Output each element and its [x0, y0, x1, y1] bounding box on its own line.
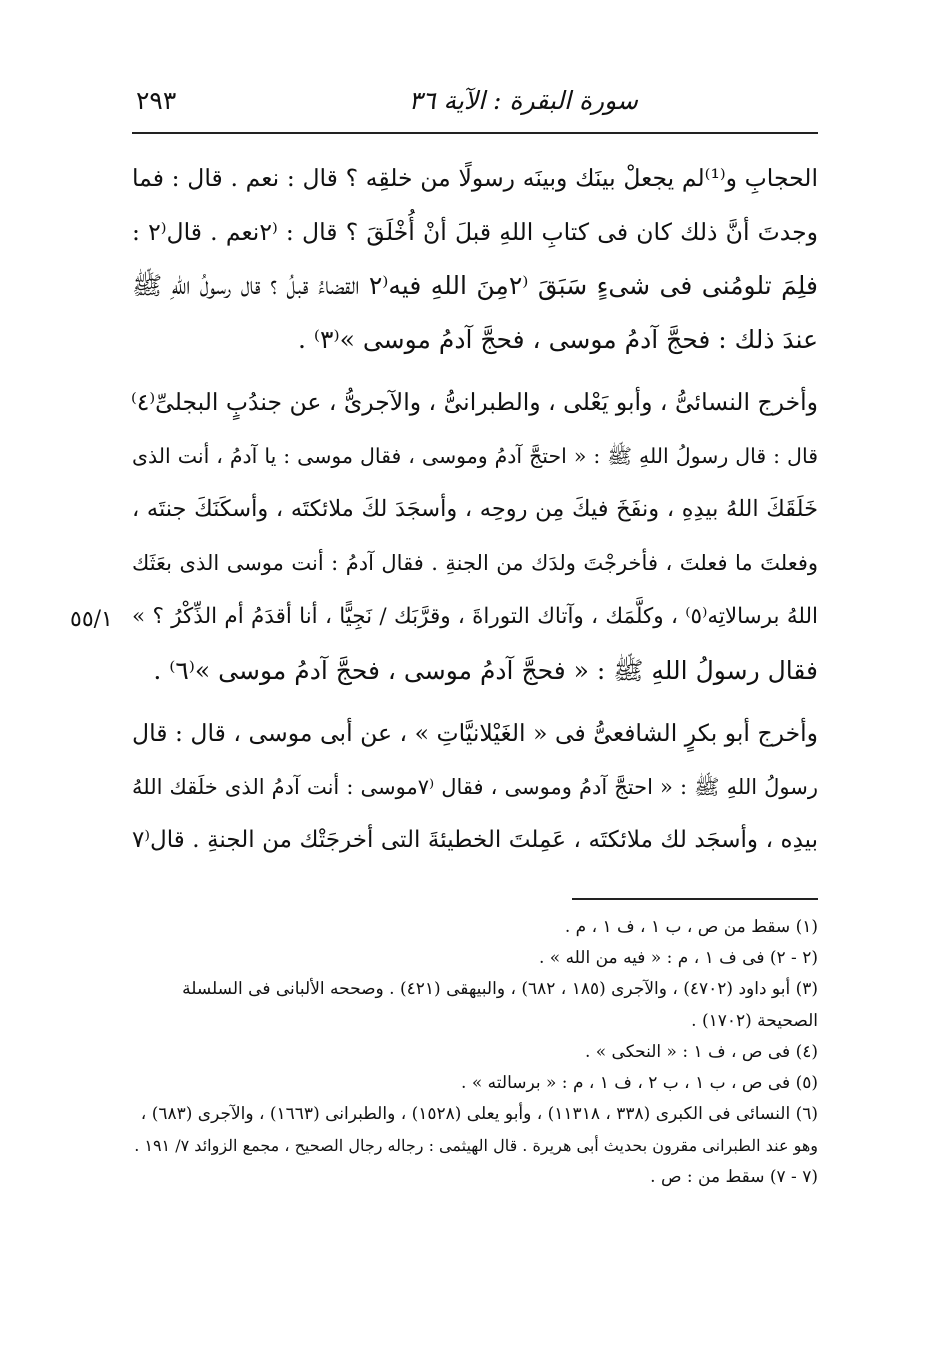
text-line: فقال رسولُ اللهِ ﷺ : « فحجَّ آدمُ موسى ، فحجَّ آدمُ موسى »⁽٦⁾ .	[153, 655, 818, 685]
paragraph-1	[132, 152, 818, 366]
header-rule	[132, 132, 818, 134]
footnote-rule	[572, 898, 818, 900]
footnote-line: وهو عند الطبرانى مقرون بحديث أبى هريرة . قال الهيثمى : رجاله رجال الصحيح ، مجمع الزوائد ٧/ ١٩١ .	[134, 1136, 818, 1156]
text-line: وفعلتَ ما فعلتَ ، فأخرجْتَ ولدَك من الجنةِ . فقال آدمُ : أنت موسى الذى بعَثَك	[132, 550, 818, 575]
text-line: رسولُ اللهِ ﷺ : « احتجَّ آدمُ وموسى ، فقال ⁽٧موسى : أنت آدمُ الذى خلَقك اللهُ	[132, 774, 818, 799]
main-text	[132, 152, 818, 878]
margin-note: ٥٥/١	[70, 607, 113, 632]
text-line: اللهُ برسالاتِه⁽٥⁾ ، وكلَّمَك ، وآتاك التوراةَ ، وقرَّبَك / نَجِيًّا ، أنا أقدَمُ أم الذِّكْرُ ؟ »	[132, 604, 819, 629]
text-line: وأخرج النسائىُّ ، وأبو يَعْلى ، والطبرانىُّ ، والآجرىُّ ، عن جندُبٍ البجلىِّ⁽٤⁾	[130, 388, 818, 416]
running-title: سورة البقرة : الآية ٣٦	[408, 86, 638, 115]
paragraph-3	[132, 707, 818, 868]
footnote-line: (٤) فى ص ، ف ١ : « النحكى » .	[584, 1041, 818, 1062]
text-line: وجدتَ أنَّ ذلك كان فى كتابِ اللهِ قبلَ أنْ أُخْلَقَ ؟ قال : ⁽٢نعم . قال⁽٢ :	[132, 217, 818, 246]
footnote-line: (٦) النسائى فى الكبرى (٣٣٨ ، ١١٣١٨) ، وأبو يعلى (١٥٢٨) ، والطبرانى (١٦٦٣) ، والآجرى (٦٨٣) ،	[140, 1104, 818, 1125]
text-line: فلِمَ تلومُنى فى شىءٍ سَبَقَ ⁽٢مِنَ اللهِ فيه⁽٢ القضاءُ قبلُ ؟ قال رسولُ اللهِ ﷺ	[132, 271, 818, 300]
footnote-line: (٥) فى ص ، ب ١ ، ب ٢ ، ف ١ ، م : « برسالته » .	[461, 1073, 818, 1094]
text-line: قال : قال رسولُ اللهِ ﷺ : « احتجَّ آدمُ وموسى ، فقال موسى : يا آدمُ ، أنت الذى	[132, 443, 818, 468]
text-line: الحجابِ و⁽¹⁾لم يجعلْ بينَك وبينَه رسولًا من خلقِه ؟ قال : نعم . قال : فما	[132, 164, 818, 192]
paragraph-2	[132, 376, 818, 697]
footnote-line: (٢ - ٢) فى ف ١ ، م : « فيه من الله » .	[538, 948, 818, 969]
footnote-line: (٧ - ٧) سقط من : ص .	[650, 1166, 818, 1187]
footnote-line: (٣) أبو داود (٤٧٠٢) ، والآجرى (١٨٥ ، ٦٨٢) ، والبيهقى (٤٢١) . وصححه الألبانى فى السلسلة	[182, 979, 818, 1000]
text-line: عندَ ذلك : فحجَّ آدمُ موسى ، فحجَّ آدمُ موسى »⁽٣⁾ .	[297, 324, 818, 354]
text-line: وأخرج أبو بكرٍ الشافعىُّ فى « الغَيْلانيَّاتِ » ، عن أبى موسى ، قال : قال	[132, 719, 818, 747]
footnote-line: الصحيحة (١٧٠٢) .	[691, 1010, 818, 1031]
page-number: ٢٩٣	[136, 86, 177, 115]
footnotes	[132, 912, 818, 1193]
footnote-line: (١) سقط من ص ، ب ١ ، ف ١ ، م .	[564, 917, 818, 937]
text-line: بيدِه ، وأسجَد لك ملائكتَه ، عَمِلتَ الخطيئةَ التى أخرجَتْك من الجنةِ . قال⁽٧	[132, 827, 818, 853]
text-line: خَلَقَكَ اللهُ بيدِهِ ، ونفَخَ فيكَ مِن روحِه ، وأسجَدَ لكَ ملائكتَه ، وأسكَنَكَ جنتَه ،	[132, 496, 818, 522]
page-header	[132, 82, 818, 126]
